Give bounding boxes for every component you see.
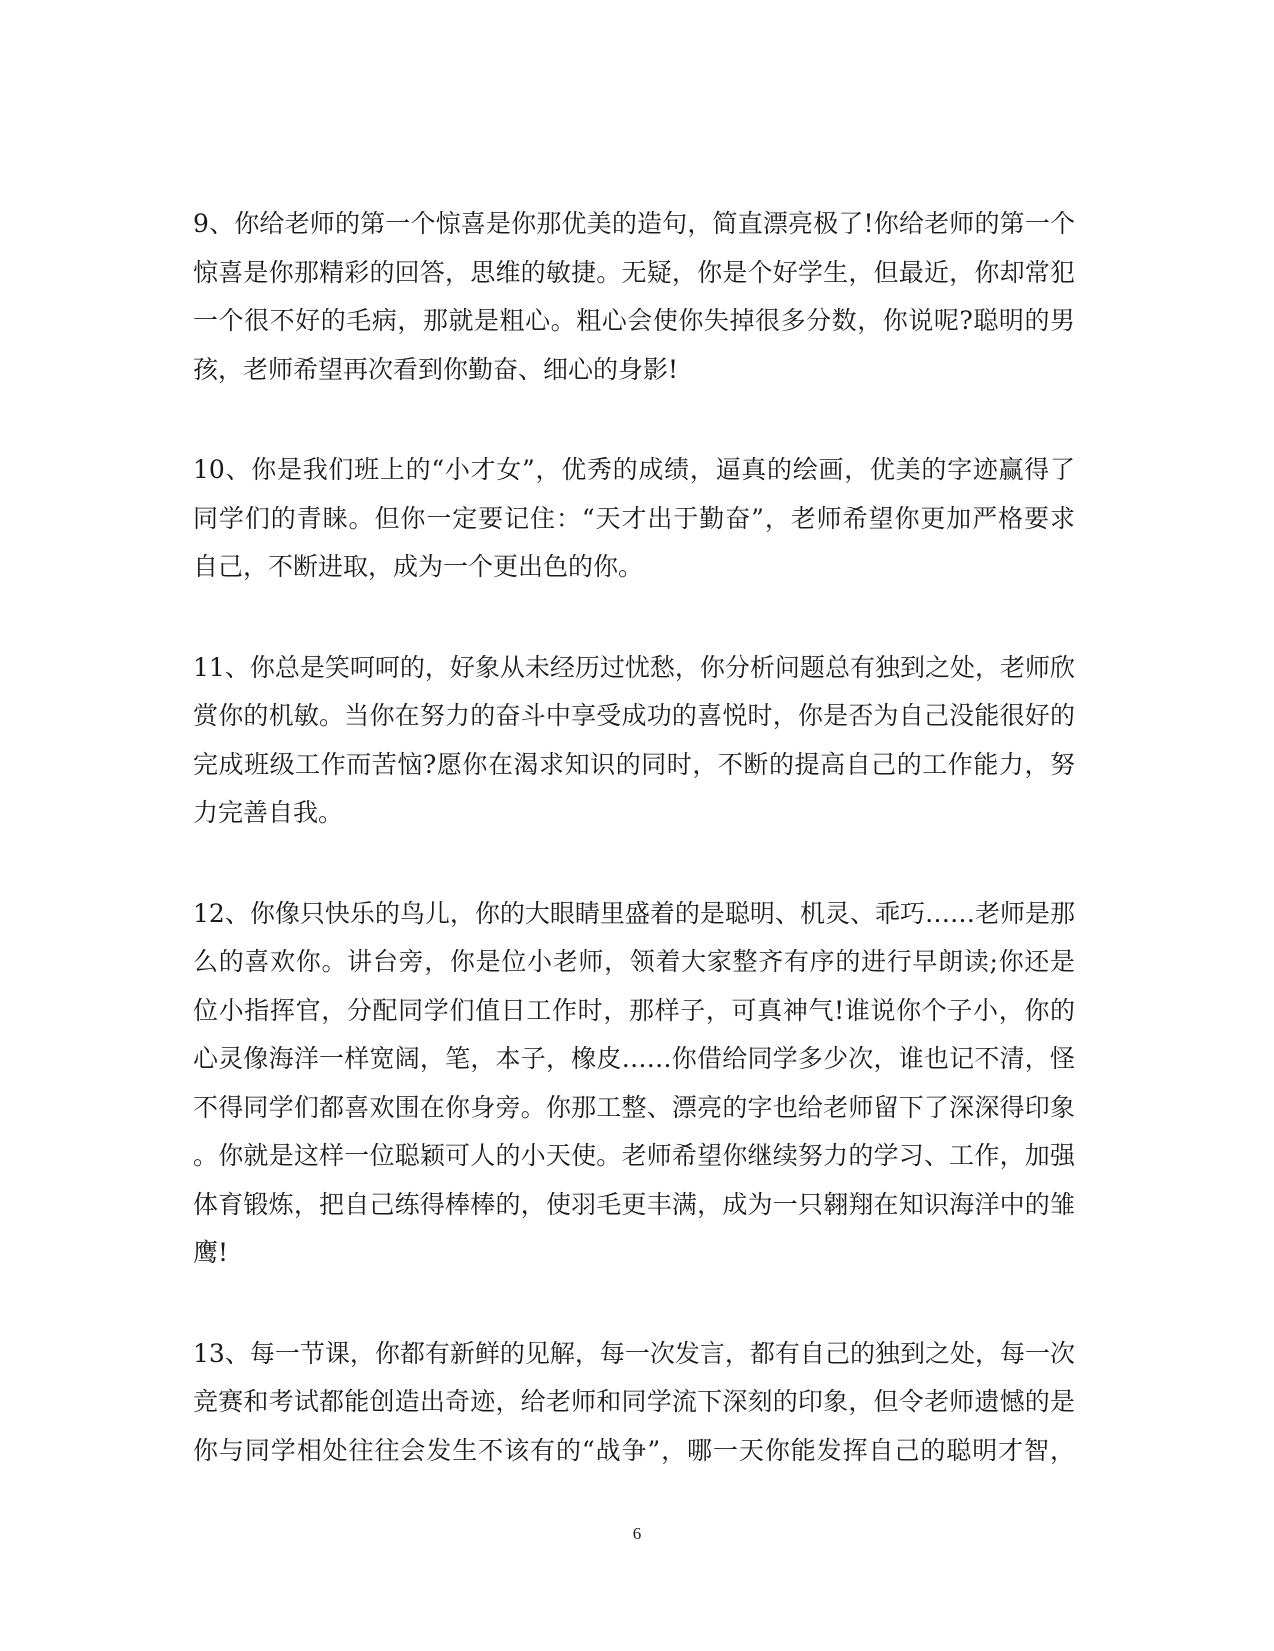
text-line: 竞赛和考试都能创造出奇迹，给老师和同学流下深刻的印象，但令老师遗憾的是 xyxy=(193,1387,1075,1416)
paragraph-12 xyxy=(193,890,1075,1278)
text-line: 力完善自我。 xyxy=(193,798,344,827)
text-line: 位小指挥官，分配同学们值日工作时，那样子，可真神气!谁说你个子小，你的 xyxy=(193,995,1075,1025)
text-line: 自己，不断进取，成为一个更出色的你。 xyxy=(193,552,644,581)
text-line: 完成班级工作而苦恼?愿你在渴求知识的同时，不断的提高自己的工作能力，努 xyxy=(193,749,1075,779)
text-line: 心灵像海洋一样宽阔，笔，本子，橡皮……你借给同学多少次，谁也记不清，怪 xyxy=(193,1044,1075,1073)
text-line: 赏你的机敏。当你在努力的奋斗中享受成功的喜悦时，你是否为自己没能很好的 xyxy=(193,701,1075,730)
text-line: 9、你给老师的第一个惊喜是你那优美的造句，简直漂亮极了!你给老师的第一个 xyxy=(193,209,1075,238)
text-line: 同学们的青睐。但你一定要记住：“天才出于勤奋”，老师希望你更加严格要求 xyxy=(193,503,1075,533)
text-line: 不得同学们都喜欢围在你身旁。你那工整、漂亮的字也给老师留下了深深得印象 xyxy=(193,1092,1075,1122)
text-line: 惊喜是你那精彩的回答，思维的敏捷。无疑，你是个好学生，但最近，你却常犯 xyxy=(193,257,1075,287)
text-line: 么的喜欢你。讲台旁，你是位小老师，领着大家整齐有序的进行早朗读;你还是 xyxy=(193,947,1075,976)
text-line: 11、你总是笑呵呵的，好象从未经历过忧愁，你分析问题总有独到之处，老师欣 xyxy=(193,652,1075,682)
text-line: 体育锻炼，把自己练得棒棒的，使羽毛更丰满，成为一只翱翔在知识海洋中的雏 xyxy=(193,1189,1075,1219)
text-line: 你与同学相处往往会发生不该有的“战争”，哪一天你能发挥自己的聪明才智， xyxy=(193,1435,1075,1465)
paragraph-10 xyxy=(193,446,1075,592)
page-number: 6 xyxy=(632,1524,642,1543)
document-body xyxy=(193,200,1075,1527)
text-line: 孩，老师希望再次看到你勤奋、细心的身影! xyxy=(193,354,679,384)
paragraph-11 xyxy=(193,644,1075,838)
paragraph-13 xyxy=(193,1330,1075,1476)
text-line: 12、你像只快乐的鸟儿，你的大眼睛里盛着的是聪明、机灵、乖巧……老师是那 xyxy=(193,898,1075,928)
text-line: 。你就是这样一位聪颖可人的小天使。老师希望你继续努力的学习、工作，加强 xyxy=(193,1141,1075,1170)
text-line: 鹰! xyxy=(193,1238,229,1267)
text-line: 13、每一节课，你都有新鲜的见解，每一次发言，都有自己的独到之处，每一次 xyxy=(193,1338,1075,1368)
text-line: 一个很不好的毛病，那就是粗心。粗心会使你失掉很多分数，你说呢?聪明的男 xyxy=(193,306,1075,335)
paragraph-9 xyxy=(193,200,1075,394)
text-line: 10、你是我们班上的“小才女”，优秀的成绩，逼真的绘画，优美的字迹赢得了 xyxy=(193,455,1075,484)
